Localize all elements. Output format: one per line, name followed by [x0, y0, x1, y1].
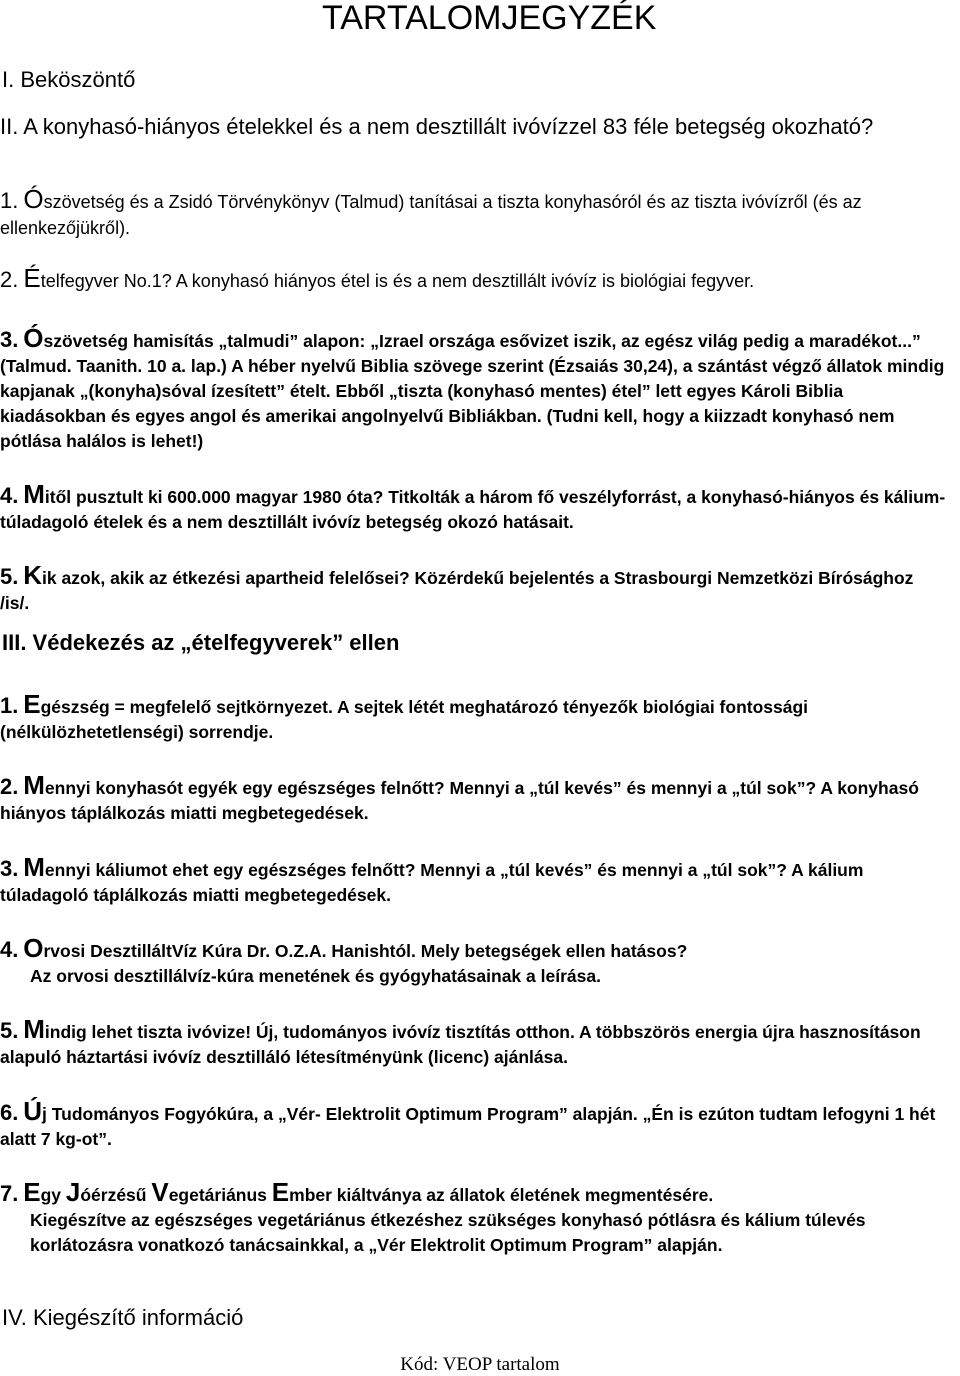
item-number: 6. [0, 1100, 19, 1125]
item-initial: K [23, 560, 43, 590]
item-text: indig lehet tiszta ivóvize! Új, tudományos ivóvíz tisztítás otthon. A többszörös energia újra hasznosításon alapuló háztartási ivóvíz desztilláló létesítményünk (licenc) ajánlása. [0, 1022, 921, 1067]
item-text: ik azok, akik az étkezési apartheid felelősei? Közérdekű bejelentés a Strasbourgi Nemzetközi Bírósághoz /is/. [0, 568, 914, 613]
item-text: szövetség és a Zsidó Törvénykönyv (Talmud) tanításai a tiszta konyhasóról és az tiszta ivóvízről (és az ellenkezőjükről). [0, 192, 862, 238]
item-initial: Ó [23, 323, 44, 353]
section-heading-2: II. A konyhasó-hiányos ételekkel és a nem desztillált ivóvízzel 83 féle betegség okozható? [0, 114, 874, 139]
toc-item-3-5 [0, 1014, 946, 1070]
item-text: rvosi DesztilláltVíz Kúra Dr. O.Z.A. Hanishtól. Mely betegségek ellen hatásos? [43, 941, 688, 961]
page-title: TARTALOMJEGYZÉK [322, 0, 657, 37]
item-initial: O [23, 933, 44, 963]
item-subtext: Kiegészítve az egészséges vegetáriánus étkezéshez szükséges konyhasó pótlásra és kálium túlevés korlátozásra vonatkozó tanácsainkkal, a „Vér Elektrolit Optimum Program” alapján. [30, 1210, 866, 1255]
item-text: ennyi káliumot ehet egy egészséges felnőtt? Mennyi a „túl kevés” és mennyi a „túl sok”? A kálium túladagoló táplálkozás miatti megbetegedések. [0, 860, 864, 905]
item-text: óérzésű [80, 1185, 152, 1205]
item-number: 5. [0, 564, 19, 589]
toc-item-2-4 [0, 479, 946, 535]
toc-item-3-4 [0, 933, 946, 989]
section-heading-1: I. Beköszöntő [2, 67, 136, 92]
item-number: 7. [0, 1181, 19, 1206]
toc-item-3-6 [0, 1096, 946, 1152]
toc-item-3-1 [0, 689, 946, 745]
item-text: ennyi konyhasót egyék egy egészséges felnőtt? Mennyi a „túl kevés” és mennyi a „túl sok”? A konyhasó hiányos táplálkozás miatti megbetegedések. [0, 778, 919, 823]
item-text: telfegyver No.1? A konyhasó hiányos étel is és a nem desztillált ivóvíz is biológiai fegyver. [40, 271, 755, 291]
item-initial: E [271, 1177, 290, 1207]
toc-item-2-3 [0, 323, 946, 454]
item-initial: E [23, 1177, 41, 1207]
toc-item-2-2 [0, 265, 946, 294]
toc-item-2-1 [0, 186, 946, 241]
toc-item-3-3 [0, 852, 946, 908]
item-number: 4. [0, 483, 19, 508]
item-initial: M [23, 1014, 45, 1044]
item-number: 5. [0, 1018, 19, 1043]
toc-item-3-7 [0, 1177, 946, 1258]
item-initial: M [23, 770, 45, 800]
item-text: mber kiáltványa az állatok életének megmentésére. [289, 1185, 714, 1205]
section-heading-3: III. Védekezés az „ételfegyverek” ellen [2, 630, 400, 655]
item-number: 1. [0, 693, 19, 718]
item-text: gészség = megfelelő sejtkörnyezet. A sejtek létét meghatározó tényezők biológiai fontossági (nélkülözhetetlenségi) sorrendje. [0, 697, 809, 742]
toc-item-2-5 [0, 560, 946, 616]
item-number: 3. [0, 327, 19, 352]
item-initial: M [23, 852, 45, 882]
item-text: szövetség hamisítás „talmudi” alapon: „Izrael országa esővizet iszik, az egész világ pedig a maradékot...” (Talmud. Taanith. 10 a. lap.) A héber nyelvű Biblia szövege szerint (Ézsaiás 30,24), a szántást végző állatok mindig kapjanak „(konyha)sóval ízesített” ételt. Ebből „tiszta (konyhasó mentes) étel” lett egyes Károli Biblia kiadásokban és egyes angol és amerikai angolnyelvű Bibliákban. (Tudni kell, hogy a kiizzadt konyhasó nem pótlása halálos is lehet!) [0, 331, 945, 451]
item-initial: J [65, 1177, 81, 1207]
item-initial: Ó [23, 184, 44, 214]
item-text: itől pusztult ki 600.000 magyar 1980 óta? Titkolták a három fő veszélyforrást, a konyhasó-hiányos és kálium-túladagoló ételek és a nem desztillált ivóvíz betegség okozó hatásait. [0, 487, 946, 532]
item-text: gy [40, 1185, 66, 1205]
item-initial: É [23, 263, 41, 293]
toc-item-3-2 [0, 770, 946, 826]
item-initial: E [23, 689, 41, 719]
item-number: 3. [0, 856, 19, 881]
item-subtext: Az orvosi desztillálvíz-kúra menetének és gyógyhatásainak a leírása. [30, 966, 601, 986]
item-number: 4. [0, 937, 19, 962]
item-number: 2. [0, 267, 19, 292]
footer-code: Kód: VEOP tartalom [400, 1354, 560, 1375]
item-text: egetáriánus [168, 1185, 272, 1205]
item-initial: M [23, 479, 45, 509]
item-number: 2. [0, 774, 19, 799]
item-number: 1. [0, 188, 19, 213]
item-initial: Ú [23, 1096, 43, 1126]
item-initial: V [151, 1177, 169, 1207]
section-heading-4: IV. Kiegészítő információ [2, 1305, 244, 1330]
item-text: j Tudományos Fogyókúra, a „Vér- Elektrolit Optimum Program” alapján. „Én is ezúton tudtam lefogyni 1 hét alatt 7 kg-ot”. [0, 1104, 936, 1149]
